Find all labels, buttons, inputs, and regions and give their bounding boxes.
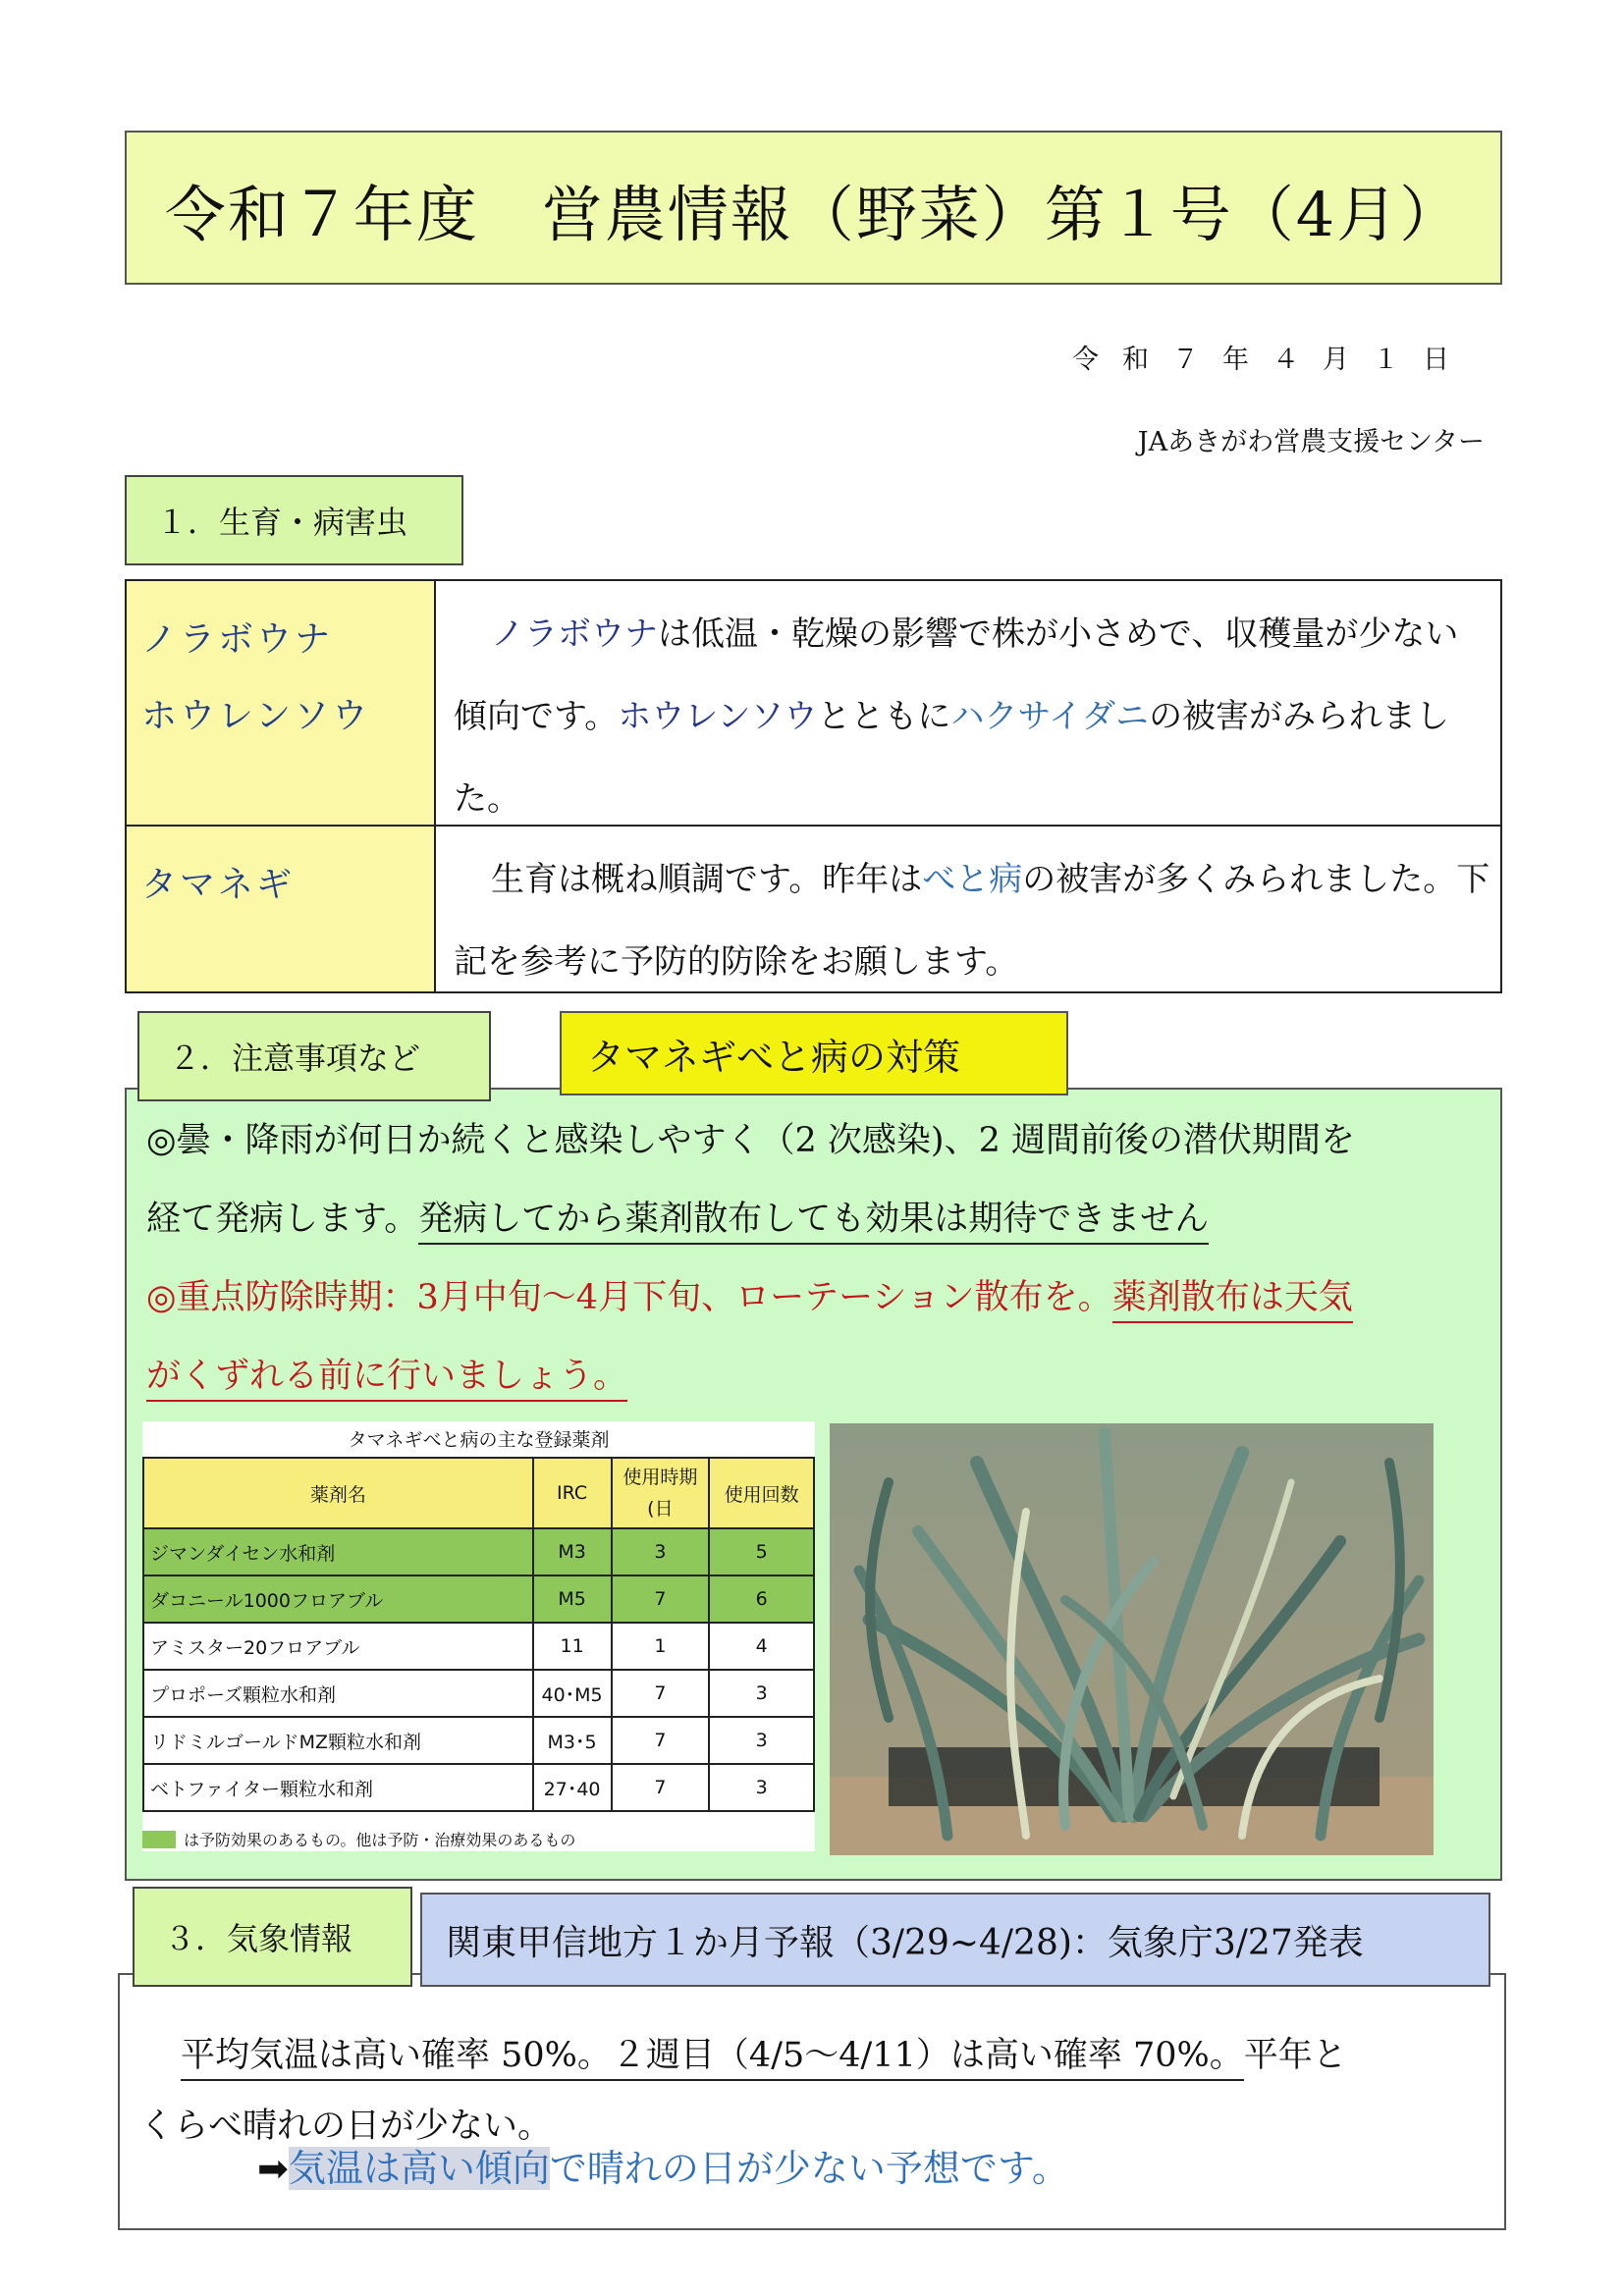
- days-cell: 7: [612, 1575, 710, 1623]
- temperature-forecast-cont: 平年と: [1243, 2036, 1347, 2075]
- header-pesticide-name: 薬剤名: [143, 1458, 533, 1528]
- irc-cell: 27･40: [533, 1764, 612, 1811]
- header-days-before-harvest: 使用時期(日: [612, 1458, 710, 1528]
- times-cell: 3: [709, 1764, 814, 1811]
- pesticide-name-cell: アミスター20フロアブル: [143, 1623, 533, 1670]
- pesticide-name-cell: ベトファイター顆粒水和剤: [143, 1764, 533, 1811]
- section-3-label: ３．気象情報: [133, 1887, 412, 1987]
- page-title: 令和７年度 営農情報（野菜）第１号（4月）: [164, 179, 1463, 250]
- spray-timing-warning-cont: がくずれる前に行いましょう。: [146, 1357, 627, 1402]
- crop-name: タマネギ: [141, 865, 296, 905]
- irc-cell: 40･M5: [533, 1670, 612, 1717]
- pesticide-name-cell: リドミルゴールドMZ顆粒水和剤: [143, 1717, 533, 1764]
- preventive-swatch: [142, 1831, 176, 1848]
- pesticide-table-block: [142, 1421, 815, 1851]
- days-cell: 3: [612, 1528, 710, 1575]
- forecast-summary: [257, 2138, 1069, 2192]
- growth-comment: [438, 827, 1500, 991]
- infection-note: ◎曇・降雨が何日か続くと感染しやすく（2 次感染)、2 週間前後の潜伏期間を: [146, 1121, 1355, 1160]
- onion-field-photo: [830, 1423, 1434, 1855]
- pesticide-row: [143, 1717, 814, 1764]
- topic-heading: タマネギべと病の対策: [560, 1011, 1068, 1095]
- pesticide-row: [143, 1575, 814, 1623]
- crop-name: ホウレンソウ: [141, 696, 371, 736]
- pesticide-name-cell: プロポーズ顆粒水和剤: [143, 1670, 533, 1717]
- times-cell: 3: [709, 1670, 814, 1717]
- days-cell: 1: [612, 1623, 710, 1670]
- crop-name-cell: [127, 827, 436, 991]
- pesticide-table-title: タマネギべと病の主な登録薬剤: [348, 1429, 610, 1451]
- highlighted-term: べと病: [922, 860, 1023, 899]
- irc-cell: 11: [533, 1623, 612, 1670]
- onset-note-text: 経て発病します。: [146, 1200, 419, 1239]
- summary-text: で晴れの日が少ない予想です。: [549, 2147, 1069, 2190]
- growth-comment: [438, 581, 1500, 825]
- title-banner: [125, 131, 1502, 285]
- growth-table: [125, 579, 1502, 993]
- weather-panel: [118, 1973, 1506, 2230]
- pesticide-row: [143, 1764, 814, 1811]
- pesticide-row: [143, 1623, 814, 1670]
- growth-row-onion: [127, 827, 1500, 991]
- crop-name-cell: [127, 581, 436, 825]
- times-cell: 3: [709, 1717, 814, 1764]
- spray-timing-note: [146, 1349, 627, 1398]
- days-cell: 7: [612, 1717, 710, 1764]
- no-effect-warning: 発病してから薬剤散布しても効果は期待できません: [418, 1200, 1209, 1245]
- irc-cell: M5: [533, 1575, 612, 1623]
- header-irc: IRC: [533, 1458, 612, 1528]
- comment-text: は低温・乾燥の影響で株が小さめで、収穫量が少ない傾向です。: [454, 614, 1459, 736]
- comment-text: とともに: [817, 697, 951, 736]
- pesticide-name-cell: ダコニール1000フロアブル: [143, 1575, 533, 1623]
- pesticide-name-cell: ジマンダイセン水和剤: [143, 1528, 533, 1575]
- control-period-text: ◎重点防除時期：3月中旬～4月下旬、ローテーション散布を。: [146, 1278, 1112, 1317]
- comment-text: 生育は概ね順調です。昨年は: [491, 860, 923, 899]
- pesticide-legend: [142, 1828, 575, 1850]
- summary-highlight: 気温は高い傾向: [288, 2147, 550, 2190]
- crop-name: ノラボウナ: [141, 619, 334, 660]
- highlighted-term: ホウレンソウ: [618, 697, 818, 736]
- onion-field-image: [830, 1423, 1434, 1855]
- control-period-note: [146, 1270, 1353, 1319]
- highlighted-term: ノラボウナ: [491, 614, 658, 654]
- highlighted-term: ハクサイダニ: [950, 697, 1150, 736]
- days-cell: 7: [612, 1670, 710, 1717]
- spray-timing-warning: 薬剤散布は天気: [1112, 1278, 1353, 1323]
- issuer-organization: JAあきがわ営農支援センター: [1137, 427, 1485, 457]
- times-cell: 4: [709, 1623, 814, 1670]
- onset-note: [146, 1192, 1209, 1241]
- comment-text: の被害がみられました。: [454, 697, 1450, 819]
- section-1-label: １．生育・病害虫: [125, 475, 463, 565]
- pesticide-header-row: [143, 1458, 814, 1528]
- growth-row-leafy: [127, 581, 1500, 827]
- issue-date: 令和７年４月１日: [1072, 345, 1473, 375]
- legend-text: は予防効果のあるもの。他は予防・治療効果のあるもの: [184, 1831, 576, 1849]
- times-cell: 5: [709, 1528, 814, 1575]
- sunshine-forecast: くらべ晴れの日が少ない。: [139, 2107, 553, 2146]
- days-cell: 7: [612, 1764, 710, 1811]
- pesticide-row: [143, 1528, 814, 1575]
- times-cell: 6: [709, 1575, 814, 1623]
- comment-text: の被害が多くみられました。下記を参考に予防的防除をお願します。: [454, 860, 1490, 982]
- forecast-title: 関東甲信地方１か月予報（3/29~4/28)：気象庁3/27発表: [420, 1893, 1490, 1987]
- section-2-label: ２．注意事項など: [137, 1011, 491, 1101]
- pesticide-row: [143, 1670, 814, 1717]
- pesticide-table: [142, 1457, 815, 1812]
- arrow-right-icon: ➡: [257, 2147, 289, 2190]
- header-max-applications: 使用回数: [709, 1458, 814, 1528]
- irc-cell: M3･5: [533, 1717, 612, 1764]
- temperature-probability: 平均気温は高い確率 50%。２週目（4/5～4/11）は高い確率 70%。: [181, 2036, 1244, 2081]
- irc-cell: M3: [533, 1528, 612, 1575]
- temperature-forecast: [181, 2028, 1347, 2077]
